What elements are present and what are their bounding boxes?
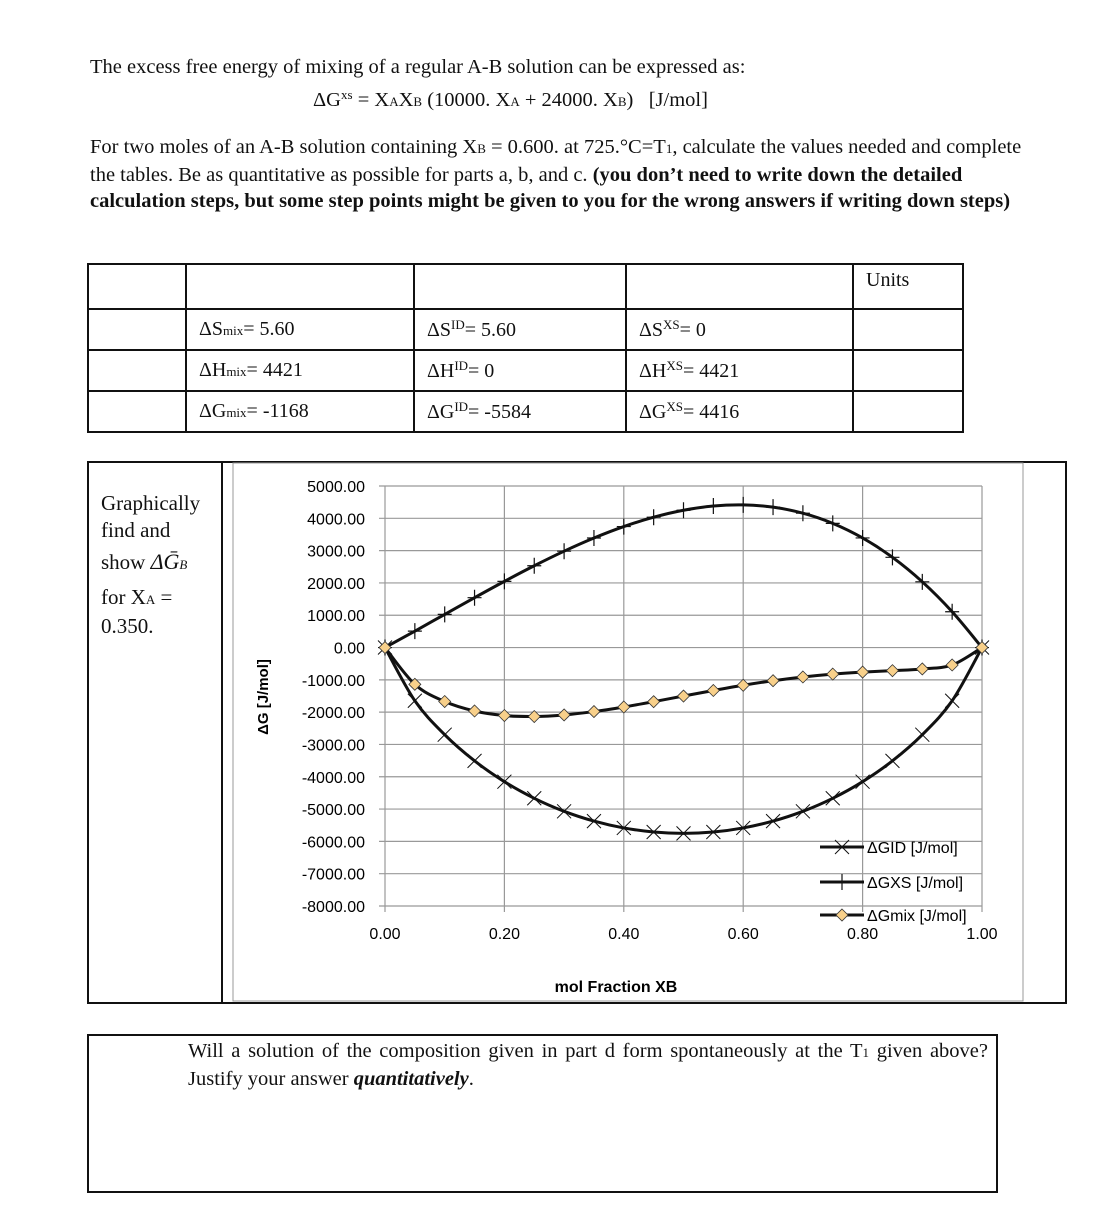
value: = -1168 (246, 400, 309, 422)
eq-part: + 24000. X (519, 89, 618, 111)
y-tick-label: 0.00 (333, 640, 365, 658)
prompt-line: find and (101, 518, 171, 542)
sub: mix (226, 405, 247, 420)
series-diamond (379, 642, 988, 723)
x-marker (945, 694, 959, 708)
sup: XS (666, 399, 683, 414)
plus-marker (438, 606, 452, 622)
diamond-marker (857, 666, 869, 678)
instr-text: = 0.600. at 725.°C=T (485, 136, 666, 158)
x-tick-label: 0.80 (847, 926, 879, 943)
plus-marker (856, 530, 870, 546)
eq-sub: B (617, 94, 627, 109)
eq-sub: B (413, 94, 423, 109)
plus-marker (497, 573, 511, 589)
y-tick-label: -5000.00 (301, 802, 365, 820)
x-tick-label: 0.60 (727, 926, 759, 943)
question-emphasis: quantitatively (353, 1068, 469, 1090)
plus-marker (527, 558, 541, 574)
x-axis-label: mol Fraction XB (554, 979, 678, 996)
diamond-marker (827, 668, 839, 680)
sup: XS (666, 358, 683, 373)
legend (820, 840, 967, 925)
eq-lhs: ΔG (313, 89, 341, 111)
diamond-marker (707, 684, 719, 696)
y-tick-label: -4000.00 (301, 769, 365, 787)
sym: ΔG (427, 401, 455, 423)
plus-marker (835, 874, 849, 890)
instr-text: , calculate the values needed and complete the tables. Be as quantitative as possible for parts a, b, and c. (90, 136, 1022, 186)
y-tick-label: -1000.00 (301, 672, 365, 690)
plus-marker (587, 530, 601, 546)
plus-marker (736, 497, 750, 513)
x-marker (408, 694, 422, 708)
sym: ΔS (199, 318, 223, 340)
value: = 4421 (682, 360, 740, 382)
plus-marker (617, 519, 631, 535)
sub: mix (222, 323, 244, 338)
y-tick-label: -7000.00 (301, 866, 365, 884)
eq-part: X (398, 89, 414, 111)
y-tick-label: 2000.00 (307, 575, 365, 593)
sym: ΔS (639, 319, 663, 341)
legend-label: ΔGID [J/mol] (867, 840, 958, 857)
question-part: given above? Justify your answer (188, 1040, 988, 1090)
x-marker (438, 728, 452, 742)
sup: ID (450, 317, 465, 332)
x-marker (468, 754, 482, 768)
instr-text: For two moles of an A-B solution containing X (90, 136, 478, 158)
diamond-marker (469, 705, 481, 717)
value: = 0 (468, 360, 495, 382)
value: = 5.60 (464, 319, 516, 341)
prompt-text: = (155, 585, 173, 609)
diamond-marker (648, 696, 660, 708)
x-marker (796, 804, 810, 818)
x-tick-label: 0.00 (369, 926, 401, 943)
y-tick-label: 4000.00 (307, 511, 365, 529)
sym: ΔH (199, 359, 227, 381)
x-marker (885, 754, 899, 768)
sym: ΔH (427, 360, 455, 382)
plus-marker (647, 509, 661, 525)
eq-part: (10000. X (422, 89, 511, 111)
y-tick-label: -8000.00 (301, 899, 365, 916)
y-tick-label: -2000.00 (301, 705, 365, 723)
diamond-marker (498, 710, 510, 722)
eq-part: = X (357, 89, 390, 111)
value: = 0 (679, 319, 706, 341)
partial-molar-symbol: ΔḠ (150, 549, 180, 574)
series-group (378, 497, 989, 840)
eq-sub: A (389, 94, 399, 109)
y-tick-label: -6000.00 (301, 834, 365, 852)
y-tick-label: -3000.00 (301, 737, 365, 755)
sub: mix (226, 364, 247, 379)
eq-units: [J/mol] (648, 89, 708, 111)
y-tick-label: 3000.00 (307, 543, 365, 561)
intro-line: The excess free energy of mixing of a regular A-B solution can be expressed as: (90, 56, 746, 78)
x-tick-label: 1.00 (966, 926, 998, 943)
plus-marker (468, 590, 482, 606)
value: = 5.60 (243, 318, 295, 340)
diamond-marker (588, 706, 600, 718)
diamond-marker (678, 690, 690, 702)
prompt-sub: B (179, 557, 188, 572)
diamond-marker (767, 675, 779, 687)
units-header: Units (853, 264, 963, 309)
sym: ΔG (639, 401, 667, 423)
sup: XS (662, 317, 680, 332)
series-plus (378, 497, 989, 656)
plus-marker (885, 549, 899, 565)
value: = 4416 (682, 401, 740, 423)
diamond-marker (886, 665, 898, 677)
x-marker (826, 791, 840, 805)
diamond-marker (618, 701, 630, 713)
prompt-text: for X (101, 585, 146, 609)
sym: ΔS (427, 319, 451, 341)
value: = -5584 (468, 401, 531, 423)
diamond-marker (946, 659, 958, 671)
plus-marker (766, 499, 780, 515)
diamond-marker (916, 663, 928, 675)
plus-marker (677, 502, 691, 518)
y-tick-label: 1000.00 (307, 608, 365, 626)
plus-marker (408, 623, 422, 639)
prompt-line: Graphically (101, 491, 201, 515)
x-marker (557, 804, 571, 818)
sym: ΔG (199, 400, 227, 422)
diamond-marker (737, 679, 749, 691)
x-marker (527, 791, 541, 805)
question-sub: 1 (862, 1045, 870, 1060)
question-part: . (468, 1068, 474, 1090)
prompt-line: 0.350. (101, 614, 154, 638)
instr-sub: 1 (665, 141, 673, 156)
diamond-marker (558, 709, 570, 721)
legend-label: ΔGXS [J/mol] (867, 875, 964, 892)
y-tick-label: 5000.00 (307, 479, 365, 496)
eq-sub: A (510, 94, 520, 109)
legend-label: ΔGmix [J/mol] (867, 908, 967, 925)
question-part: Will a solution of the composition given in part d form spontaneously at the T (188, 1040, 863, 1062)
instr-bold: (you don’t need to write down the detailed calculation steps, but some step points might be given to you for the wrong answers if writing down steps) (90, 164, 1011, 212)
sup: ID (454, 358, 469, 373)
instr-sub: B (477, 141, 486, 156)
x-tick-label: 0.40 (608, 926, 640, 943)
sup: ID (454, 399, 469, 414)
plus-marker (706, 498, 720, 514)
x-marker (915, 728, 929, 742)
diamond-marker (439, 696, 451, 708)
prompt-text: show (101, 550, 151, 574)
eq-part: ) (626, 89, 634, 111)
diamond-marker (836, 909, 848, 921)
value: = 4421 (246, 359, 303, 381)
question-text (188, 1038, 988, 1092)
sym: ΔH (639, 360, 667, 382)
x-tick-label: 0.20 (488, 926, 520, 943)
y-axis-label: ΔG [J/mol] (255, 659, 272, 735)
series-line (385, 505, 982, 648)
eq-sup: xs (341, 87, 353, 102)
diamond-marker (797, 671, 809, 683)
prompt-sub: A (145, 592, 156, 607)
plus-marker (557, 543, 571, 559)
